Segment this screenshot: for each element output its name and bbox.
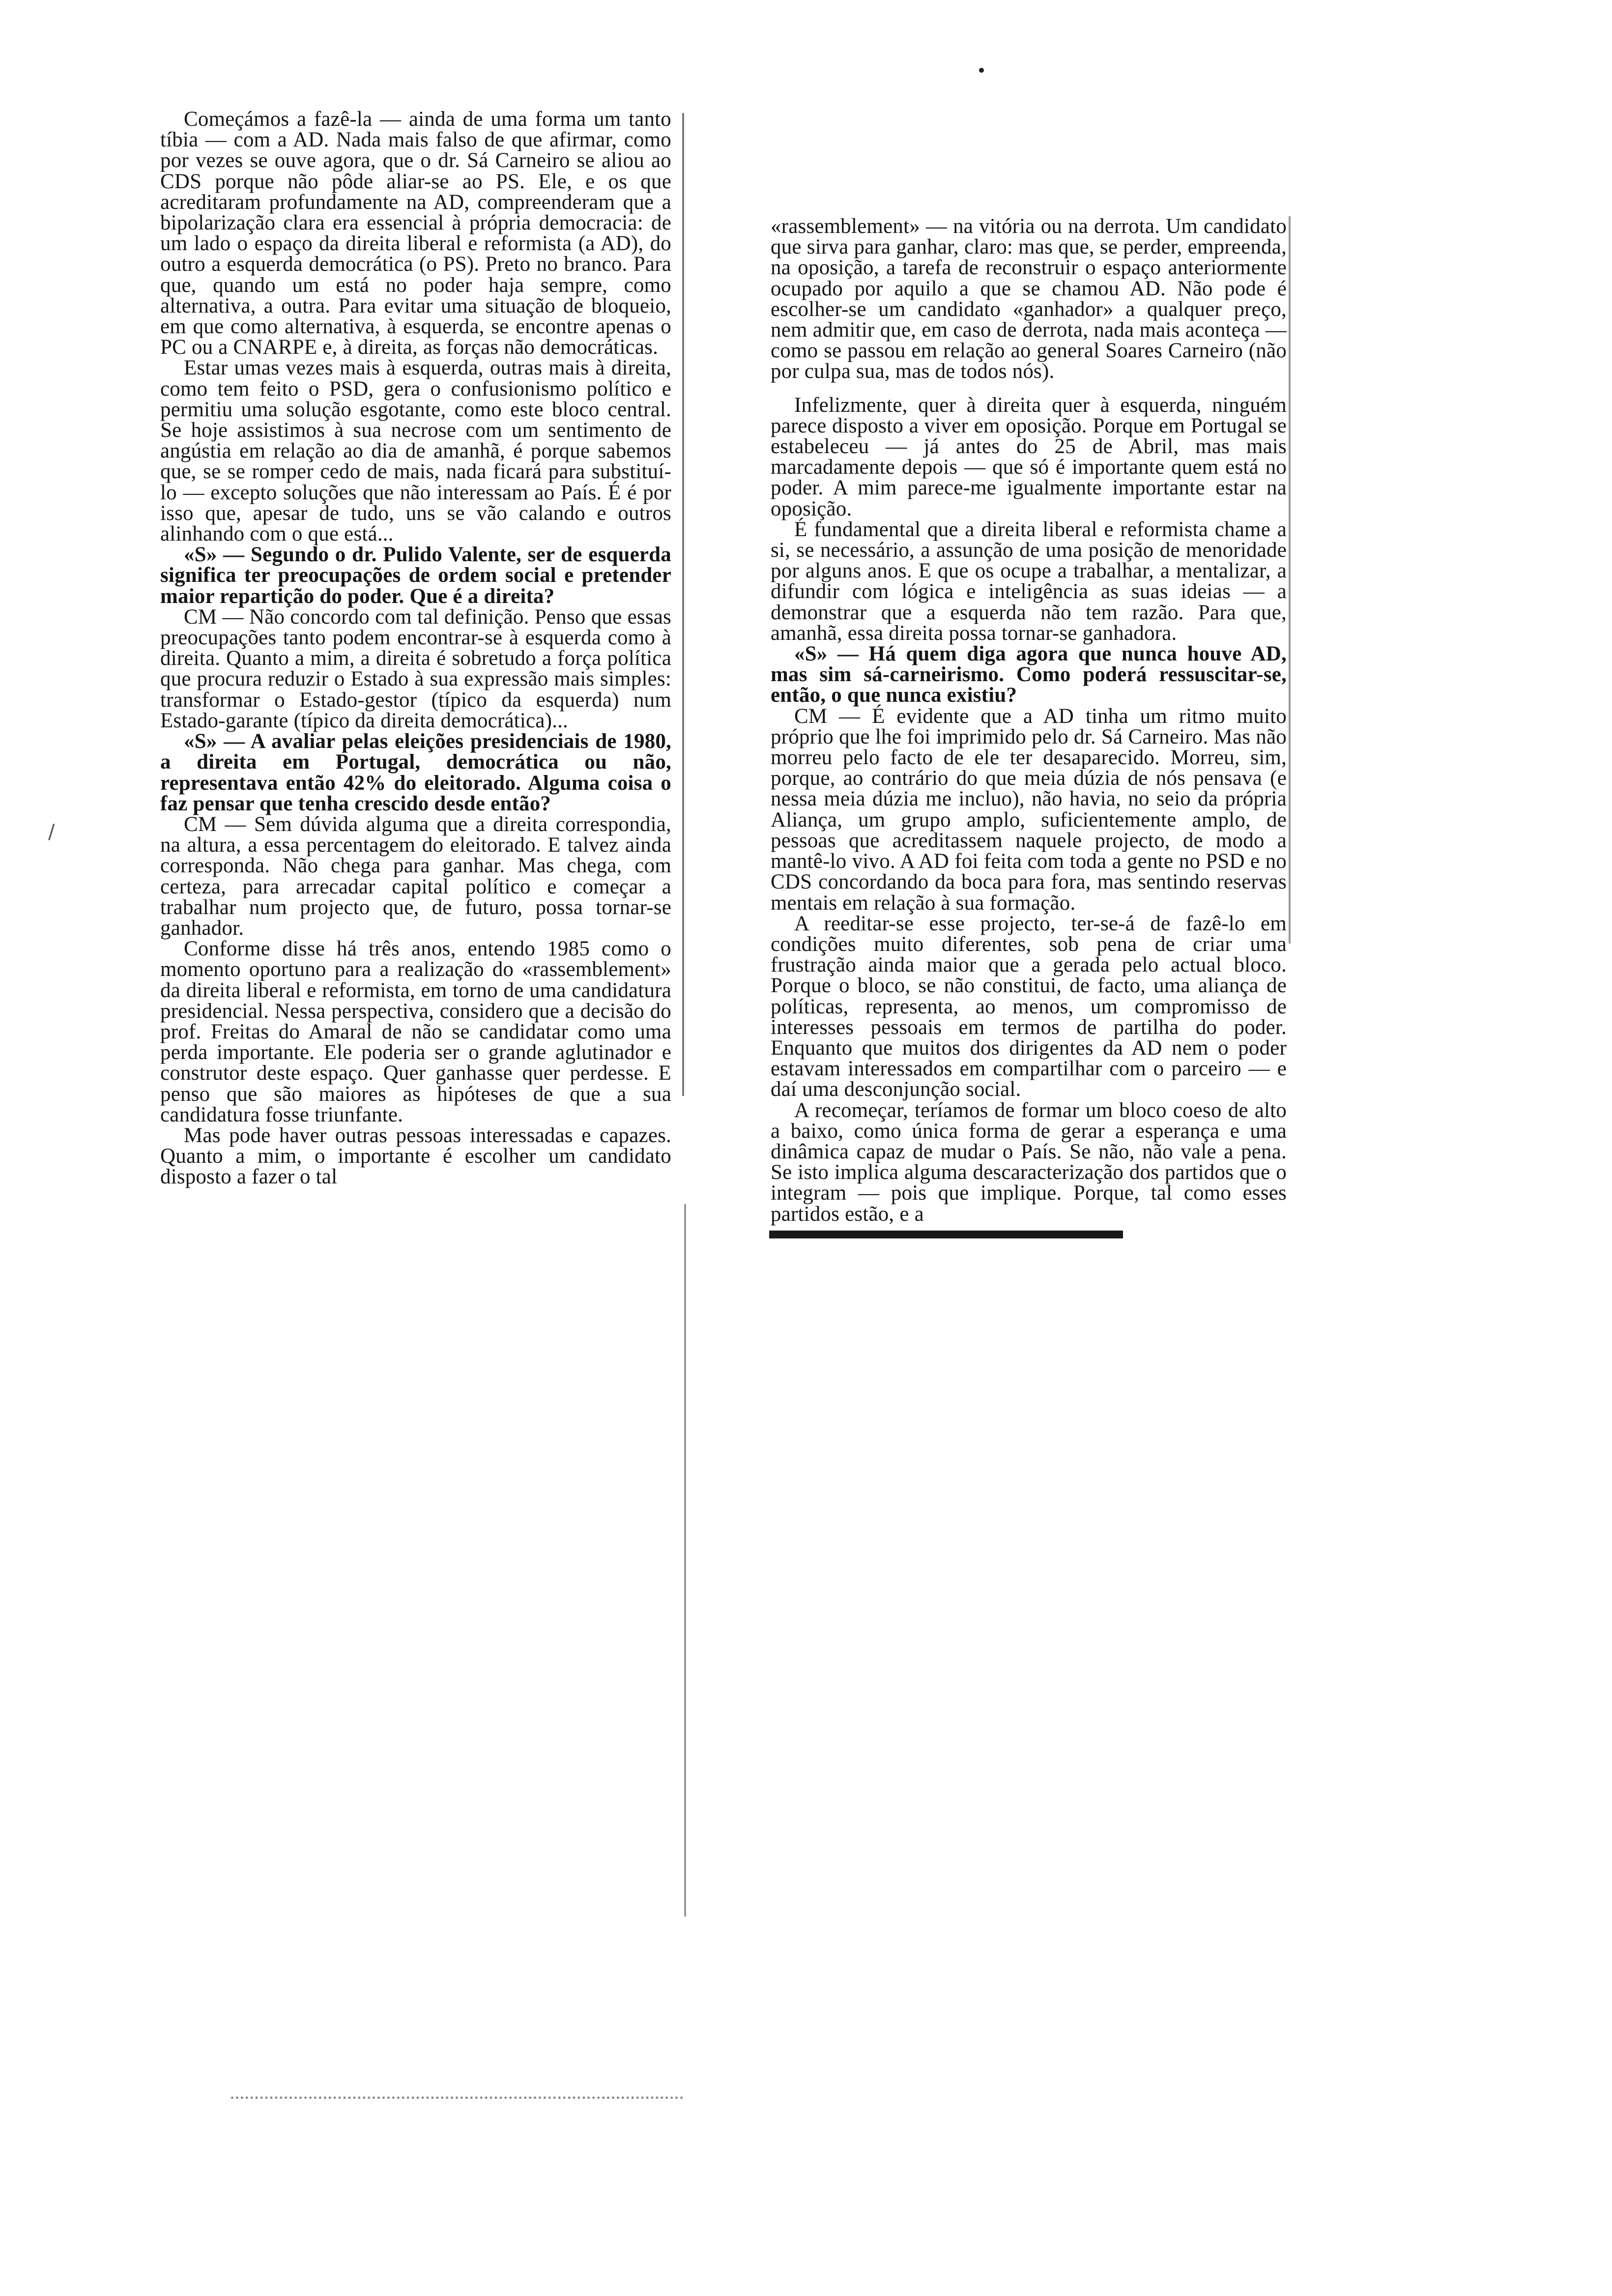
print-bar: [769, 1231, 1123, 1238]
margin-mark: /: [48, 821, 55, 843]
column-rule-left: [682, 113, 684, 1096]
paragraph: «rassemblement» — na vitória ou na derrota. Um candidato que sirva para ganhar, claro: mas que, se perder, empreenda, na oposição, a tarefa de reconstruir o espaço anteriormente ocupado por aquilo a que se chamou AD. Não pode é escolher-se um candidato «ganhador» a qualquer preço, nem admitir que, em caso de derrota, nada mais aconteça — como se passou em relação ao general Soares Carneiro (não por culpa sua, mas de todos nós).: [771, 215, 1287, 383]
paragraph: É fundamental que a direita liberal e reformista chame a si, se necessário, a assunção de uma posição de menoridade por alguns anos. E que os ocupe a trabalhar, a mentalizar, a difundir com lógica e inteligência as suas ideias — a demonstrar que a esquerda não tem razão. Para que, amanhã, essa direita possa tornar-se ganhadora.: [771, 517, 1287, 645]
ink-speck: [979, 68, 984, 73]
interview-answer: CM — É evidente que a AD tinha um ritmo muito próprio que lhe foi imprimido pelo dr. Sá Carneiro. Mas não morreu pelo facto de ele ter desaparecido. Morreu, sim, porque, ao contrário do que meia dúzia de nós pensava (e nessa meia dúzia me incluo), não havia, no seio da própria Aliança, um grupo amplo, suficientemente amplo, de pessoas que acreditassem naquele projecto, de modo a mantê-lo vivo. A AD foi feita com toda a gente no PSD e no CDS concordando da boca para fora, mas sentindo reservas mentais em relação à sua formação.: [771, 704, 1287, 915]
interview-question: «S» — Segundo o dr. Pulido Valente, ser de esquerda significa ter preocupações de ordem social e pretender maior repartição do poder. Que é a direita?: [160, 543, 671, 608]
paragraph: Conforme disse há três anos, entendo 1985 como o momento oportuno para a realização do «rassemblement» da direita liberal e reformista, em torno de uma candidatura presidencial. Nessa perspectiva, considero que a decisão do prof. Freitas do Amaral de não se candidatar como uma perda importante. Ele poderia ser o grande aglutinador e construtor deste espaço. Quer ganhasse quer perdesse. E penso que são maiores as hipóteses de que a sua candidatura fosse triunfante.: [160, 937, 671, 1126]
column-rule-left-lower: [684, 1204, 686, 1917]
article-column-left: [160, 109, 671, 1188]
paragraph: Mas pode haver outras pessoas interessadas e capazes. Quanto a mim, o importante é escolher um candidato disposto a fazer o tal: [160, 1123, 671, 1189]
paragraph: A reeditar-se esse projecto, ter-se-á de fazê-lo em condições muito diferentes, sob pena de criar uma frustração ainda maior que a gerada pelo actual bloco. Porque o bloco, se não constitui, de facto, uma aliança de políticas, representa, ao menos, um compromisso de interesses pessoais em termos de partilha do poder. Enquanto que muitos dos dirigentes da AD nem o poder estavam interessados em compartilhar com o parceiro — e daí uma desconjunção social.: [771, 912, 1287, 1101]
interview-question: «S» — A avaliar pelas eleições presidenciais de 1980, a direita em Portugal, democrática ou não, representava então 42% do eleitorado. Alguma coisa o faz pensar que tenha crescido desde então?: [160, 730, 671, 815]
interview-answer: CM — Não concordo com tal definição. Penso que essas preocupações tanto podem encontrar-se à esquerda como à direita. Quanto a mim, a direita é sobretudo a força política que procura reduzir o Estado à sua expressão mais simples: transformar o Estado-gestor (típico da esquerda) num Estado-garante (típico da direita democrática)...: [160, 605, 671, 732]
paragraph: Infelizmente, quer à direita quer à esquerda, ninguém parece disposto a viver em oposição. Porque em Portugal se estabeleceu — já antes do 25 de Abril, mas mais marcadamente depois — que só é importante quem está no poder. A mim parece-me igualmente importante estar na oposição.: [771, 393, 1287, 520]
article-column-right: [771, 216, 1287, 1225]
paragraph: A recomeçar, teríamos de formar um bloco coeso de alto a baixo, como única forma de gerar a esperança e uma dinâmica capaz de mudar o País. Se não, não vale a pena. Se isto implica alguma descaracterização dos partidos que o integram — pois que implique. Porque, tal como esses partidos estão, e a: [771, 1098, 1287, 1226]
column-rule-right: [1289, 216, 1291, 944]
paragraph: Começámos a fazê-la — ainda de uma forma um tanto tíbia — com a AD. Nada mais falso de que afirmar, como por vezes se ouve agora, que o dr. Sá Carneiro se aliou ao CDS porque não pôde aliar-se ao PS. Ele, e os que acreditaram profundamente na AD, compreenderam que a bipolarização clara era essencial à própria democracia: de um lado o espaço da direita liberal e reformista (a AD), do outro a esquerda democrática (o PS). Preto no branco. Para que, quando um está no poder haja sempre, como alternativa, a outra. Para evitar uma situação de bloqueio, em que como alternativa, à esquerda, se encontre apenas o PC ou a CNARPE e, à direita, as forças não democráticas.: [160, 108, 671, 359]
interview-answer: CM — Sem dúvida alguma que a direita correspondia, na altura, a essa percentagem do eleitorado. E talvez ainda corresponda. Não chega para ganhar. Mas chega, com certeza, para arrecadar capital político e começar a trabalhar num projecto que, de futuro, possa tornar-se ganhador.: [160, 812, 671, 940]
paragraph: Estar umas vezes mais à esquerda, outras mais à direita, como tem feito o PSD, gera o confusionismo político e permitiu uma solução esgotante, como este bloco central. Se hoje assistimos à sua necrose com um sentimento de angústia em relação ao dia de amanhã, é porque sabemos que, se se romper cedo de mais, nada ficará para substituí-lo — excepto soluções que não interessam ao País. É é por isso que, apesar de tudo, uns se vão calando e outros alinhando com o que está...: [160, 356, 671, 546]
scan-noise-bottom: [231, 2096, 683, 2102]
interview-question: «S» — Há quem diga agora que nunca houve AD, mas sim sá-carneirismo. Como poderá ressuscitar-se, então, o que nunca existiu?: [771, 642, 1287, 707]
